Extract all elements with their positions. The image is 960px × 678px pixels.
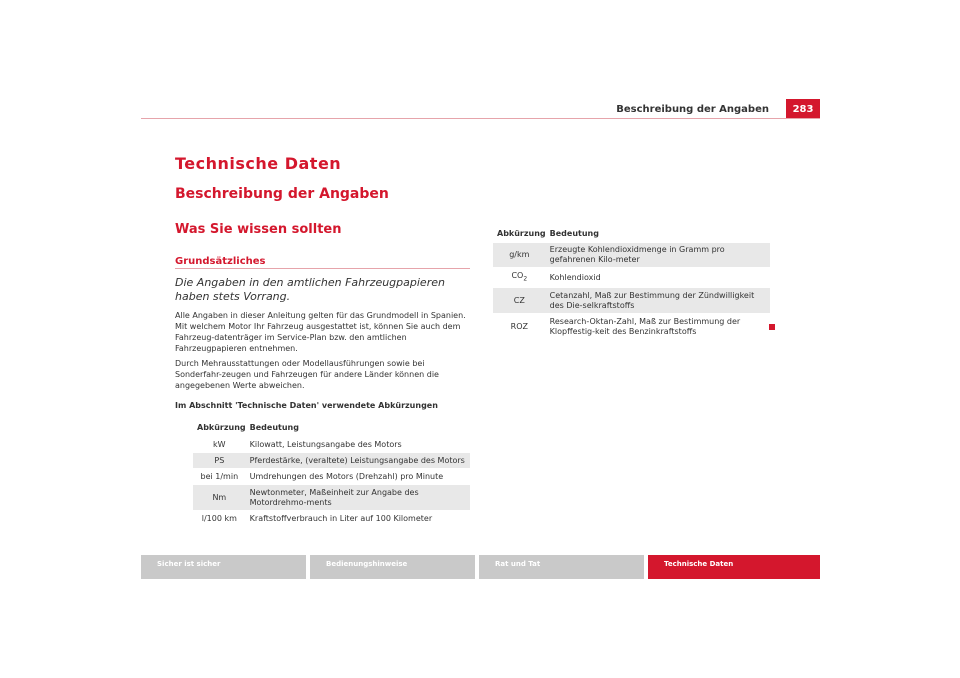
column-header: Abkürzung [497,228,546,238]
table-row [193,469,470,485]
section-title: Beschreibung der Angaben [175,186,389,202]
footer-tab-technische-daten[interactable]: Technische Daten [648,555,820,579]
abbreviations-table-right [493,224,770,340]
column-header: Abkürzung [197,422,246,432]
meaning-cell: Pferdestärke, (veraltete) Leistungsangabe des Motors [246,453,470,469]
table-row [493,243,770,268]
meaning-cell: Erzeugte Kohlendioxidmenge in Gramm pro gefahrenen Kilo-meter [546,243,770,268]
paragraph: Alle Angaben in dieser Anleitung gelten für das Grundmodell in Spanien. Mit welchem Motor Ihr Fahrzeug ausgestattet ist, können Sie auch dem Fahrzeug-datenträger im Service-Plan bzw. den amtlichen Fahrzeugpapieren entnehmen. [175,311,466,353]
table-row [493,268,770,288]
abbr-cell: Nm [193,485,246,511]
table-row [193,453,470,469]
meaning-cell: Kilowatt, Leistungsangabe des Motors [249,439,402,449]
topic-heading: Grundsätzliches [175,256,266,267]
abbreviations-heading: Im Abschnitt 'Technische Daten' verwendete Abkürzungen [175,401,438,410]
abbr-subscript: 2 [523,275,528,283]
lead-text: Die Angaben in den amtlichen Fahrzeugpapieren haben stets Vorrang. [175,276,445,303]
meaning-cell: Umdrehungen des Motors (Drehzahl) pro Minute [249,471,444,481]
running-header-title: Beschreibung der Angaben [616,104,769,115]
abbr-cell: g/km [493,243,546,268]
table-row [493,314,770,340]
abbr-cell: ROZ [510,321,528,331]
footer-tab-rat[interactable]: Rat und Tat [479,555,644,579]
abbr-cell [493,268,546,288]
abbr-cell: CZ [493,288,546,314]
chapter-title: Technische Daten [175,154,342,173]
table-row [193,437,470,453]
end-of-section-marker [769,324,775,330]
meaning-cell: Research-Oktan-Zahl, Maß zur Bestimmung der Klopffestig-keit des Benzinkraftstoffs [549,316,741,336]
abbr-cell: kW [213,439,226,449]
page-number: 283 [786,99,820,119]
table-row [193,485,470,511]
footer-tab-bedienung[interactable]: Bedienungshinweise [310,555,475,579]
table-row [493,288,770,314]
meaning-cell: Cetanzahl, Maß zur Bestimmung der Zündwilligkeit des Die-selkraftstoffs [546,288,770,314]
meaning-cell: Kohlendioxid [549,272,601,282]
meaning-cell: Kraftstoffverbrauch in Liter auf 100 Kilometer [249,513,433,523]
meaning-cell: Newtonmeter, Maßeinheit zur Angabe des Motordrehmo-ments [246,485,470,511]
header-divider [141,118,820,119]
footer-tab-sicher[interactable]: Sicher ist sicher [141,555,306,579]
abbr-cell: bei 1/min [200,471,239,481]
column-header: Bedeutung [549,228,599,238]
abbr-cell: l/100 km [201,513,237,523]
subsection-title: Was Sie wissen sollten [175,222,342,237]
column-header: Bedeutung [249,422,299,432]
topic-divider [175,268,470,269]
abbreviations-table-left [193,418,470,527]
table-row [193,511,470,527]
abbr-text: CO [511,270,524,280]
abbr-cell: PS [193,453,246,469]
paragraph: Durch Mehrausstattungen oder Modellausführungen sowie bei Sonderfahr-zeugen und Fahrzeugen für andere Länder können die angegebenen Werte abweichen. [175,359,439,390]
